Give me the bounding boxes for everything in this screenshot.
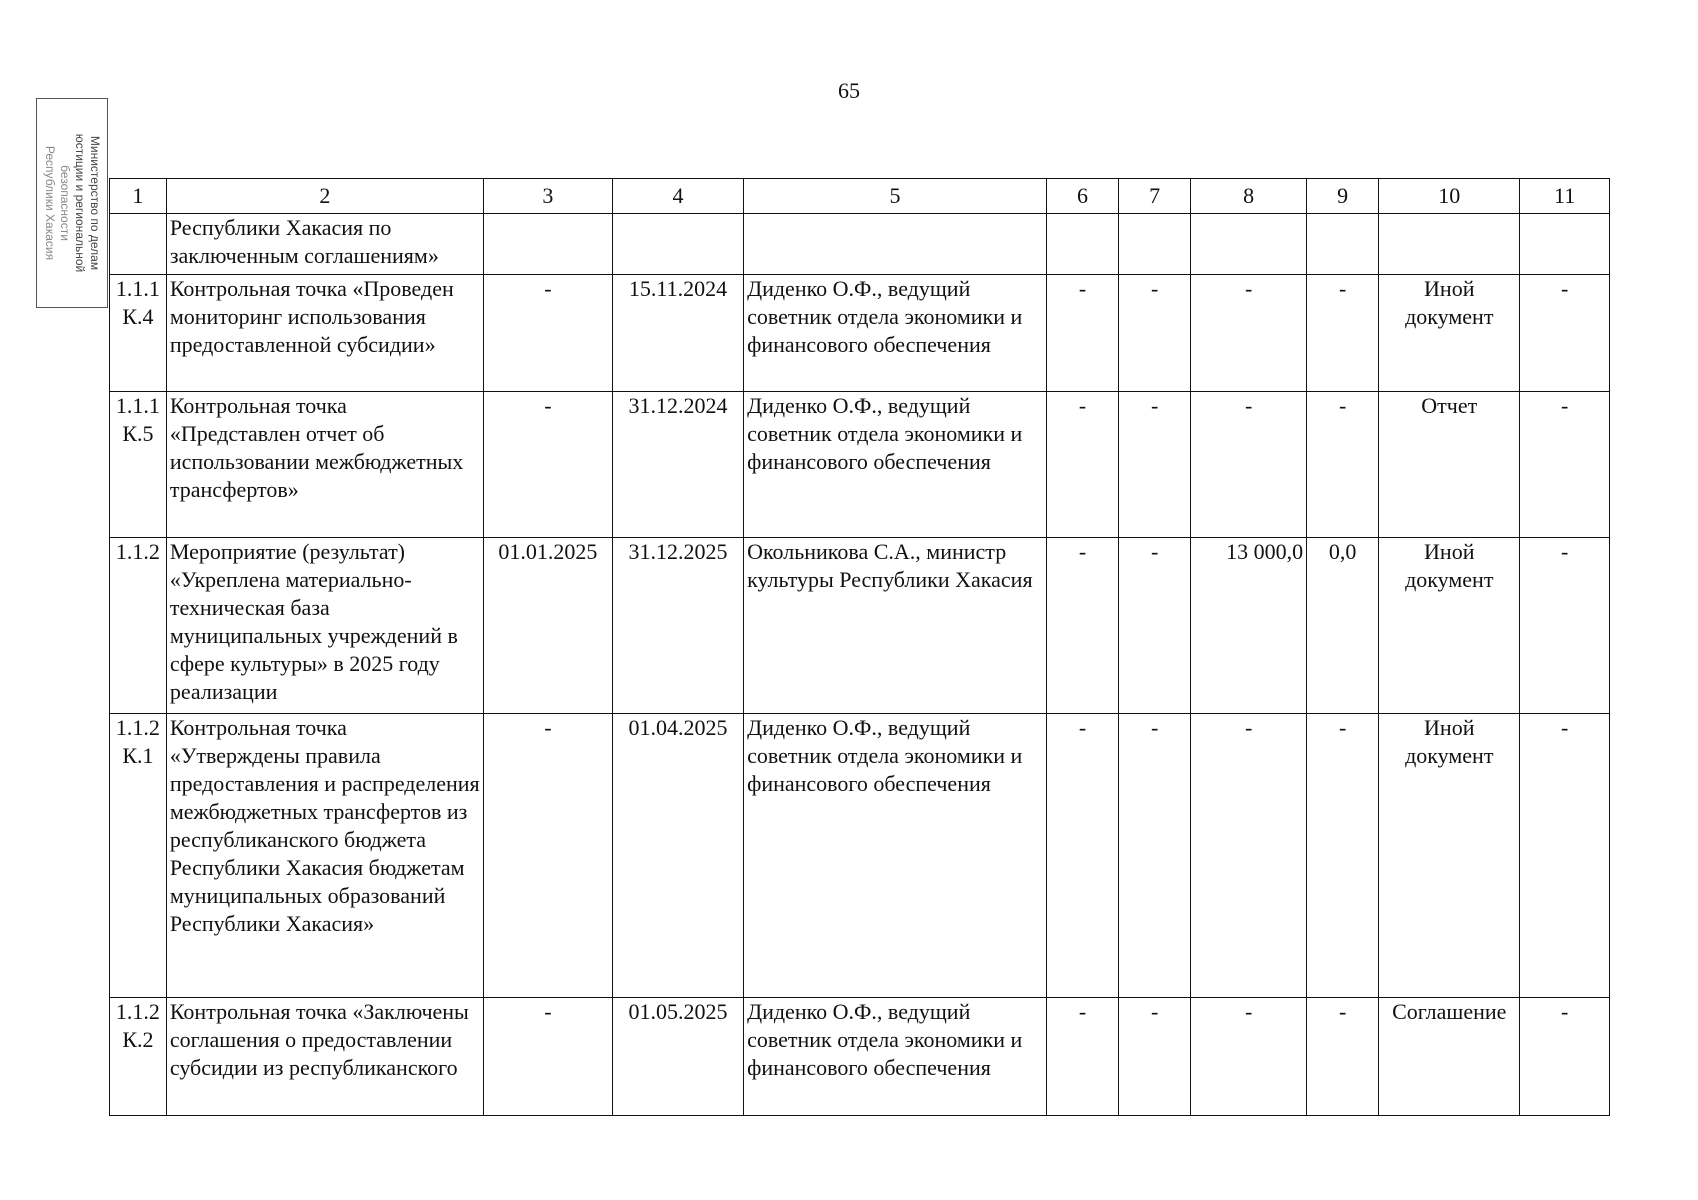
cell-col6: - xyxy=(1046,275,1118,392)
document-type xyxy=(1379,214,1520,275)
row-name: Мероприятие (результат) «Укреплена материально-техническая база муниципальных учреждений в сфере культуры» в 2025 году реализации xyxy=(166,538,483,714)
end-date: 31.12.2025 xyxy=(612,538,743,714)
row-number: 1.1.1 К.5 xyxy=(110,392,167,538)
responsible: Диденко О.Ф., ведущий советник отдела экономики и финансового обеспечения xyxy=(744,275,1047,392)
row-number: 1.1.1 К.4 xyxy=(110,275,167,392)
cell-col11: - xyxy=(1520,275,1610,392)
cell-col7: - xyxy=(1119,538,1191,714)
cell-col6: - xyxy=(1046,714,1118,998)
document-type: Иной документ xyxy=(1379,275,1520,392)
stamp-line: Министерство по делам xyxy=(88,135,102,271)
registration-stamp xyxy=(36,98,108,308)
cell-col6: - xyxy=(1046,392,1118,538)
document-type: Соглашение xyxy=(1379,998,1520,1116)
responsible: Диденко О.Ф., ведущий советник отдела экономики и финансового обеспечения xyxy=(744,714,1047,998)
cell-col6: - xyxy=(1046,538,1118,714)
row-name: Контрольная точка «Утверждены правила предоставления и распределения межбюджетных трансфертов из республиканского бюджета Республики Хакасия бюджетам муниципальных образований Республики Хакасия» xyxy=(166,714,483,998)
end-date: 31.12.2024 xyxy=(612,392,743,538)
cell-col11 xyxy=(1520,214,1610,275)
stamp-line: безопасности xyxy=(58,165,72,241)
document-type: Отчет xyxy=(1379,392,1520,538)
cell-col7: - xyxy=(1119,998,1191,1116)
responsible: Диденко О.Ф., ведущий советник отдела экономики и финансового обеспечения xyxy=(744,998,1047,1116)
cell-col8: - xyxy=(1191,714,1307,998)
responsible: Диденко О.Ф., ведущий советник отдела экономики и финансового обеспечения xyxy=(744,392,1047,538)
plan-table xyxy=(109,178,1610,1116)
row-name: Контрольная точка «Проведен мониторинг использования предоставленной субсидии» xyxy=(166,275,483,392)
column-number: 4 xyxy=(612,179,743,214)
start-date: 01.01.2025 xyxy=(483,538,612,714)
row-name: Республики Хакасия по заключенным соглашениям» xyxy=(166,214,483,275)
column-number: 2 xyxy=(166,179,483,214)
stamp-line: юстиции и региональной xyxy=(73,133,87,273)
column-number: 7 xyxy=(1119,179,1191,214)
table-row xyxy=(110,392,1610,538)
table-row xyxy=(110,214,1610,275)
document-type: Иной документ xyxy=(1379,538,1520,714)
cell-col8: 13 000,0 xyxy=(1191,538,1307,714)
start-date xyxy=(483,214,612,275)
end-date: 01.05.2025 xyxy=(612,998,743,1116)
cell-col8: - xyxy=(1191,392,1307,538)
row-number: 1.1.2 К.1 xyxy=(110,714,167,998)
start-date: - xyxy=(483,275,612,392)
cell-col7 xyxy=(1119,214,1191,275)
cell-col7: - xyxy=(1119,392,1191,538)
page-number: 65 xyxy=(838,78,860,103)
cell-col8: - xyxy=(1191,998,1307,1116)
responsible: Окольникова С.А., министр культуры Республики Хакасия xyxy=(744,538,1047,714)
stamp-line: Республики Хакасия xyxy=(43,145,57,261)
start-date: - xyxy=(483,998,612,1116)
cell-col9: - xyxy=(1307,392,1379,538)
table-row xyxy=(110,275,1610,392)
start-date: - xyxy=(483,714,612,998)
column-number: 3 xyxy=(483,179,612,214)
end-date xyxy=(612,214,743,275)
column-number: 5 xyxy=(744,179,1047,214)
cell-col9: - xyxy=(1307,275,1379,392)
cell-col7: - xyxy=(1119,275,1191,392)
cell-col8: - xyxy=(1191,275,1307,392)
table-row xyxy=(110,538,1610,714)
row-number xyxy=(110,214,167,275)
row-number: 1.1.2 К.2 xyxy=(110,998,167,1116)
cell-col6 xyxy=(1046,214,1118,275)
end-date: 15.11.2024 xyxy=(612,275,743,392)
cell-col11: - xyxy=(1520,714,1610,998)
document-type: Иной документ xyxy=(1379,714,1520,998)
cell-col11: - xyxy=(1520,998,1610,1116)
table-row xyxy=(110,998,1610,1116)
table-row xyxy=(110,714,1610,998)
cell-col9: 0,0 xyxy=(1307,538,1379,714)
cell-col6: - xyxy=(1046,998,1118,1116)
cell-col9: - xyxy=(1307,998,1379,1116)
cell-col11: - xyxy=(1520,392,1610,538)
row-name: Контрольная точка «Представлен отчет об использовании межбюджетных трансфертов» xyxy=(166,392,483,538)
cell-col11: - xyxy=(1520,538,1610,714)
row-name: Контрольная точка «Заключены соглашения о предоставлении субсидии из республиканского xyxy=(166,998,483,1116)
column-number: 1 xyxy=(110,179,167,214)
responsible xyxy=(744,214,1047,275)
cell-col9: - xyxy=(1307,714,1379,998)
column-number: 9 xyxy=(1307,179,1379,214)
column-number: 10 xyxy=(1379,179,1520,214)
row-number: 1.1.2 xyxy=(110,538,167,714)
start-date: - xyxy=(483,392,612,538)
cell-col7: - xyxy=(1119,714,1191,998)
stamp-text xyxy=(42,101,102,306)
column-number: 6 xyxy=(1046,179,1118,214)
cell-col9 xyxy=(1307,214,1379,275)
cell-col8 xyxy=(1191,214,1307,275)
table-header-row xyxy=(110,179,1610,214)
column-number: 8 xyxy=(1191,179,1307,214)
column-number: 11 xyxy=(1520,179,1610,214)
end-date: 01.04.2025 xyxy=(612,714,743,998)
